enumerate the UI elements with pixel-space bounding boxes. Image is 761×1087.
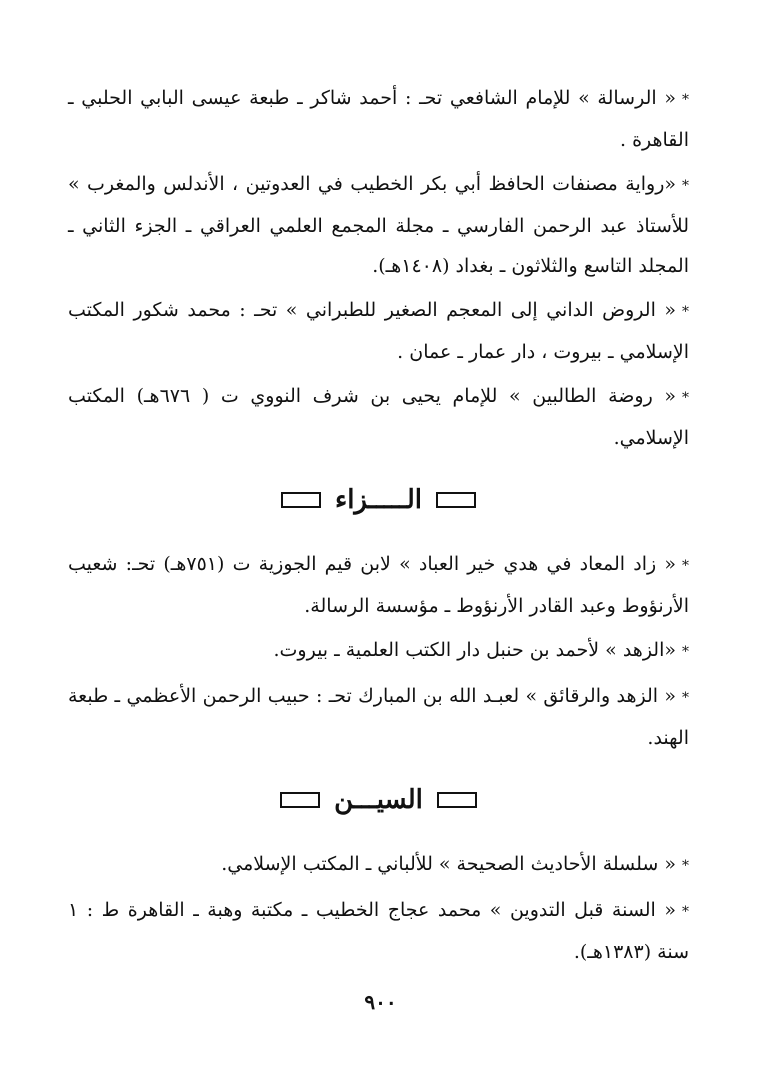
asterisk-icon: * <box>682 644 689 660</box>
asterisk-icon: * <box>682 858 689 874</box>
entry-text: «رواية مصنفات الحافظ أبي بكر الخطيب في العدوتين ، الأندلس والمغرب » للأستاذ عبد الرحمن الفارسي ـ مجلة المجمع العلمي العراقي ـ الجزء الثاني ـ المجلد التاسع والثلاثون ـ بغداد (١٤٠٨هـ). <box>68 173 689 277</box>
asterisk-icon: * <box>682 904 689 920</box>
entry-text: « روضة الطالبين » للإمام يحيى بن شرف النووي ت ( ٦٧٦هـ) المكتب الإسلامي. <box>68 385 689 449</box>
bibliography-entry <box>68 290 689 372</box>
entry-text: « زاد المعاد في هدي خير العباد » لابن قيم الجوزية ت (٧٥١هـ) تحـ: شعيب الأرنؤوط وعبد القادر الأرنؤوط ـ مؤسسة الرسالة. <box>68 553 689 617</box>
bibliography-entry <box>68 78 689 160</box>
heading-box-right <box>436 492 476 508</box>
heading-box-right <box>437 792 477 808</box>
section-title: السيـــن <box>334 785 423 815</box>
page-number: ٩٠٠ <box>364 990 397 1014</box>
section-title: الـــــزاء <box>334 485 423 515</box>
asterisk-icon: * <box>682 304 689 320</box>
section-sin <box>68 844 689 972</box>
heading-box-left <box>280 792 320 808</box>
asterisk-icon: * <box>682 92 689 108</box>
entry-text: « الزهد والرقائق » لعبـد الله بن المبارك تحـ : حبيب الرحمن الأعظمي ـ طبعة الهند. <box>68 685 689 749</box>
bibliography-entry <box>68 376 689 458</box>
section-heading-sin <box>68 780 689 820</box>
bibliography-entry <box>68 630 689 672</box>
entry-text: « الروض الداني إلى المعجم الصغير للطبراني » تحـ : محمد شكور المكتب الإسلامي ـ بيروت ، دار عمار ـ عمان . <box>68 299 689 363</box>
heading-box-left <box>281 492 321 508</box>
entry-text: «الزهد » لأحمد بن حنبل دار الكتب العلمية ـ بيروت. <box>273 639 676 661</box>
asterisk-icon: * <box>682 558 689 574</box>
section-zay <box>68 544 689 758</box>
entry-text: « سلسلة الأحاديث الصحيحة » للألباني ـ المكتب الإسلامي. <box>221 853 676 875</box>
section-heading-zay <box>68 480 689 520</box>
asterisk-icon: * <box>682 178 689 194</box>
bibliography-entry <box>68 844 689 886</box>
asterisk-icon: * <box>682 390 689 406</box>
asterisk-icon: * <box>682 690 689 706</box>
bibliography-entry <box>68 676 689 758</box>
bibliography-entry <box>68 544 689 626</box>
section-ra <box>68 78 689 458</box>
bibliography-entry <box>68 890 689 972</box>
bibliography-entry <box>68 164 689 286</box>
entry-text: « الرسالة » للإمام الشافعي تحـ : أحمد شاكر ـ طبعة عيسى البابي الحلبي ـ القاهرة . <box>68 87 689 151</box>
entry-text: « السنة قبل التدوين » محمد عجاج الخطيب ـ مكتبة وهبة ـ القاهرة ط : ١ سنة (١٣٨٣هـ). <box>68 899 689 963</box>
